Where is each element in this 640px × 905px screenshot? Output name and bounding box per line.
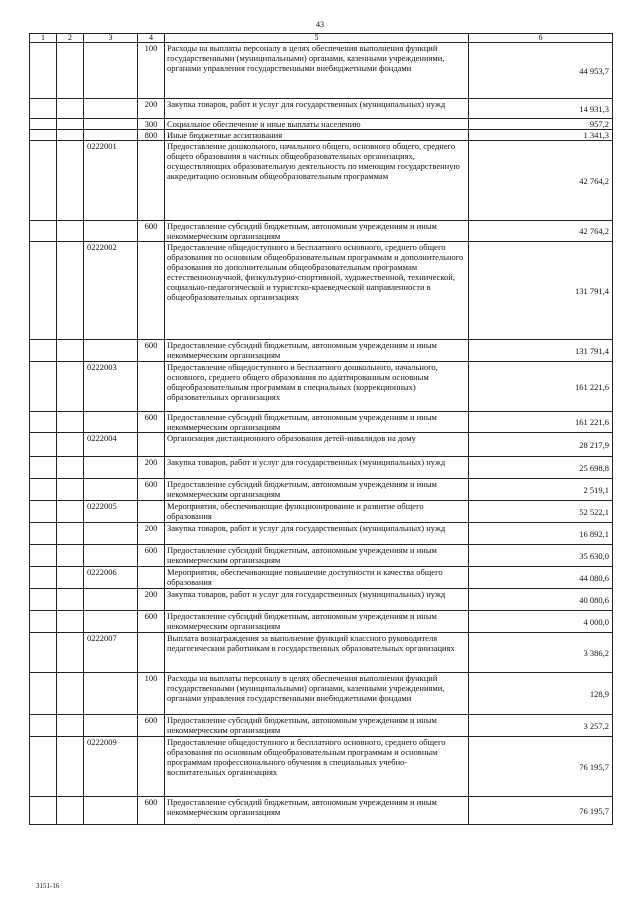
- row-amount: 76 195,7: [469, 797, 613, 825]
- table-row: [30, 633, 613, 673]
- table-row: [30, 545, 613, 567]
- row-amount: 1 341,3: [469, 130, 613, 141]
- row-amount: 44 080,6: [469, 567, 613, 589]
- expense-type: [138, 567, 165, 589]
- expense-type: 600: [138, 545, 165, 567]
- row-code: [84, 119, 138, 130]
- col-1: [30, 715, 57, 737]
- expense-type: [138, 501, 165, 523]
- col-1: [30, 479, 57, 501]
- expense-type: 200: [138, 457, 165, 479]
- col-2: [57, 340, 84, 362]
- row-code: 0222007: [84, 633, 138, 673]
- header-col-1: 1: [30, 34, 57, 43]
- row-code: [84, 130, 138, 141]
- row-description: Предоставление субсидий бюджетным, автономным учреждениям и иным некоммерческим организациям: [165, 221, 469, 242]
- row-code: [84, 611, 138, 633]
- expense-type: 100: [138, 673, 165, 715]
- col-2: [57, 43, 84, 99]
- col-2: [57, 362, 84, 412]
- col-2: [57, 737, 84, 797]
- row-description: Предоставление общедоступного и бесплатного дошкольного, начального, основного, среднего общего образования по адаптированным основным общеобразовательным программам в специальных (коррекционных) образовательных организациях: [165, 362, 469, 412]
- row-description: Иные бюджетные ассигнования: [165, 130, 469, 141]
- row-amount: 161 221,6: [469, 412, 613, 433]
- row-code: 0222001: [84, 141, 138, 221]
- table-row: [30, 340, 613, 362]
- row-code: [84, 479, 138, 501]
- row-amount: 131 791,4: [469, 340, 613, 362]
- col-1: [30, 362, 57, 412]
- row-description: Закупка товаров, работ и услуг для государственных (муниципальных) нужд: [165, 523, 469, 545]
- expense-type: [138, 242, 165, 340]
- row-description: Предоставление субсидий бюджетным, автономным учреждениям и иным некоммерческим организациям: [165, 611, 469, 633]
- col-2: [57, 433, 84, 457]
- col-2: [57, 479, 84, 501]
- row-code: [84, 715, 138, 737]
- row-description: Закупка товаров, работ и услуг для государственных (муниципальных) нужд: [165, 457, 469, 479]
- row-amount: 3 386,2: [469, 633, 613, 673]
- table-row: [30, 457, 613, 479]
- expense-type: 600: [138, 412, 165, 433]
- row-amount: 131 791,4: [469, 242, 613, 340]
- col-1: [30, 737, 57, 797]
- budget-table: [29, 33, 613, 825]
- row-description: Выплата вознаграждения за выполнение функций классного руководителя педагогическим работникам в государственных образовательных организациях: [165, 633, 469, 673]
- row-code: 0222005: [84, 501, 138, 523]
- table-row: [30, 501, 613, 523]
- col-1: [30, 221, 57, 242]
- row-amount: 3 257,2: [469, 715, 613, 737]
- col-1: [30, 611, 57, 633]
- row-amount: 35 630,0: [469, 545, 613, 567]
- row-description: Предоставление субсидий бюджетным, автономным учреждениям и иным некоммерческим организациям: [165, 479, 469, 501]
- col-1: [30, 99, 57, 119]
- table-row: [30, 715, 613, 737]
- col-2: [57, 633, 84, 673]
- row-description: Расходы на выплаты персоналу в целях обеспечения выполнения функций государственными (муниципальными) органами, казенными учреждениями, органами управления государственными внебюджетными фондами: [165, 673, 469, 715]
- table-row: [30, 43, 613, 99]
- row-description: Предоставление субсидий бюджетным, автономным учреждениям и иным некоммерческим организациям: [165, 412, 469, 433]
- row-description: Расходы на выплаты персоналу в целях обеспечения выполнения функций государственными (муниципальными) органами, казенными учреждениями, органами управления государственными внебюджетными фондами: [165, 43, 469, 99]
- expense-type: 200: [138, 99, 165, 119]
- row-description: Предоставление субсидий бюджетным, автономным учреждениям и иным некоммерческим организациям: [165, 340, 469, 362]
- table-row: [30, 130, 613, 141]
- table-row: [30, 589, 613, 611]
- expense-type: 600: [138, 221, 165, 242]
- col-2: [57, 523, 84, 545]
- expense-type: [138, 141, 165, 221]
- table-row: [30, 523, 613, 545]
- row-amount: 16 892,1: [469, 523, 613, 545]
- col-1: [30, 797, 57, 825]
- row-amount: 28 217,9: [469, 433, 613, 457]
- expense-type: 100: [138, 43, 165, 99]
- row-description: Предоставление дошкольного, начального общего, основного общего, среднего общего образования в частных общеобразовательных организациях, осуществляющих образовательную деятельность по имеющим государственную аккредитацию основным общеобразовательным программам: [165, 141, 469, 221]
- col-2: [57, 99, 84, 119]
- col-1: [30, 673, 57, 715]
- col-2: [57, 221, 84, 242]
- row-code: [84, 797, 138, 825]
- expense-type: 600: [138, 611, 165, 633]
- expense-type: 600: [138, 715, 165, 737]
- col-2: [57, 797, 84, 825]
- row-amount: 14 931,3: [469, 99, 613, 119]
- expense-type: [138, 433, 165, 457]
- expense-type: 600: [138, 340, 165, 362]
- table-row: [30, 479, 613, 501]
- row-amount: 25 698,8: [469, 457, 613, 479]
- row-code: 0222009: [84, 737, 138, 797]
- col-2: [57, 673, 84, 715]
- col-2: [57, 119, 84, 130]
- expense-type: 300: [138, 119, 165, 130]
- header-col-4: 4: [138, 34, 165, 43]
- row-description: Закупка товаров, работ и услуг для государственных (муниципальных) нужд: [165, 99, 469, 119]
- row-description: Мероприятия, обеспечивающие функционирование и развитие общего образования: [165, 501, 469, 523]
- col-2: [57, 242, 84, 340]
- row-code: 0222004: [84, 433, 138, 457]
- table-row: [30, 242, 613, 340]
- table-row: [30, 567, 613, 589]
- col-1: [30, 43, 57, 99]
- row-amount: 42 764,2: [469, 221, 613, 242]
- row-description: Предоставление общедоступного и бесплатного основного, среднего общего образования по основным общеобразовательным программам и основным программам профессионального обучения в специальных учебно-воспитательных организациях: [165, 737, 469, 797]
- row-description: Мероприятия, обеспечивающие повышение доступности и качества общего образования: [165, 567, 469, 589]
- row-description: Организация дистанционного образования детей-инвалидов на дому: [165, 433, 469, 457]
- row-description: Закупка товаров, работ и услуг для государственных (муниципальных) нужд: [165, 589, 469, 611]
- row-description: Предоставление субсидий бюджетным, автономным учреждениям и иным некоммерческим организациям: [165, 715, 469, 737]
- header-col-6: 6: [469, 34, 613, 43]
- expense-type: 200: [138, 523, 165, 545]
- row-amount: 161 221,6: [469, 362, 613, 412]
- table-row: [30, 221, 613, 242]
- col-1: [30, 412, 57, 433]
- col-1: [30, 501, 57, 523]
- row-code: 0222006: [84, 567, 138, 589]
- header-col-3: 3: [84, 34, 138, 43]
- col-2: [57, 567, 84, 589]
- table-row: [30, 119, 613, 130]
- row-code: 0222003: [84, 362, 138, 412]
- expense-type: 200: [138, 589, 165, 611]
- row-description: Социальное обеспечение и иные выплаты населению: [165, 119, 469, 130]
- col-1: [30, 130, 57, 141]
- col-1: [30, 523, 57, 545]
- col-2: [57, 130, 84, 141]
- row-amount: 42 764,2: [469, 141, 613, 221]
- row-amount: 40 080,6: [469, 589, 613, 611]
- col-1: [30, 545, 57, 567]
- col-2: [57, 141, 84, 221]
- col-2: [57, 589, 84, 611]
- table-row: [30, 433, 613, 457]
- row-amount: 2 519,1: [469, 479, 613, 501]
- col-1: [30, 433, 57, 457]
- row-code: [84, 545, 138, 567]
- col-2: [57, 501, 84, 523]
- header-col-5: 5: [165, 34, 469, 43]
- col-1: [30, 633, 57, 673]
- row-amount: 52 522,1: [469, 501, 613, 523]
- row-amount: 76 195,7: [469, 737, 613, 797]
- row-code: [84, 43, 138, 99]
- expense-type: [138, 362, 165, 412]
- table-row: [30, 797, 613, 825]
- row-code: [84, 340, 138, 362]
- col-1: [30, 340, 57, 362]
- table-row: [30, 141, 613, 221]
- col-2: [57, 611, 84, 633]
- row-code: [84, 523, 138, 545]
- col-2: [57, 545, 84, 567]
- col-1: [30, 141, 57, 221]
- row-description: Предоставление субсидий бюджетным, автономным учреждениям и иным некоммерческим организациям: [165, 797, 469, 825]
- expense-type: [138, 633, 165, 673]
- row-description: Предоставление субсидий бюджетным, автономным учреждениям и иным некоммерческим организациям: [165, 545, 469, 567]
- page-number: 43: [316, 20, 324, 29]
- row-amount: 957,2: [469, 119, 613, 130]
- row-amount: 44 953,7: [469, 43, 613, 99]
- row-code: [84, 673, 138, 715]
- expense-type: 600: [138, 479, 165, 501]
- col-1: [30, 457, 57, 479]
- col-2: [57, 715, 84, 737]
- col-1: [30, 119, 57, 130]
- col-2: [57, 457, 84, 479]
- row-code: [84, 221, 138, 242]
- row-code: [84, 412, 138, 433]
- expense-type: 600: [138, 797, 165, 825]
- table-row: [30, 737, 613, 797]
- row-code: [84, 589, 138, 611]
- table-row: [30, 362, 613, 412]
- row-code: [84, 99, 138, 119]
- col-1: [30, 589, 57, 611]
- header-col-2: 2: [57, 34, 84, 43]
- table-row: [30, 611, 613, 633]
- row-code: [84, 457, 138, 479]
- col-2: [57, 412, 84, 433]
- row-code: 0222002: [84, 242, 138, 340]
- table-header-row: [30, 34, 613, 43]
- col-1: [30, 242, 57, 340]
- table-row: [30, 99, 613, 119]
- row-amount: 128,9: [469, 673, 613, 715]
- table-row: [30, 673, 613, 715]
- footer-code: 3151-16: [36, 882, 60, 890]
- row-description: Предоставление общедоступного и бесплатного основного, среднего общего образования по основным общеобразовательным программам и дополнительного образования по дополнительным общеобразовательным программам естественнонаучной, физкультурно-спортивной, художественной, технической, социально-педагогической и туристско-краеведческой направленности в общеобразовательных организациях: [165, 242, 469, 340]
- col-1: [30, 567, 57, 589]
- row-amount: 4 000,0: [469, 611, 613, 633]
- expense-type: 800: [138, 130, 165, 141]
- expense-type: [138, 737, 165, 797]
- table-row: [30, 412, 613, 433]
